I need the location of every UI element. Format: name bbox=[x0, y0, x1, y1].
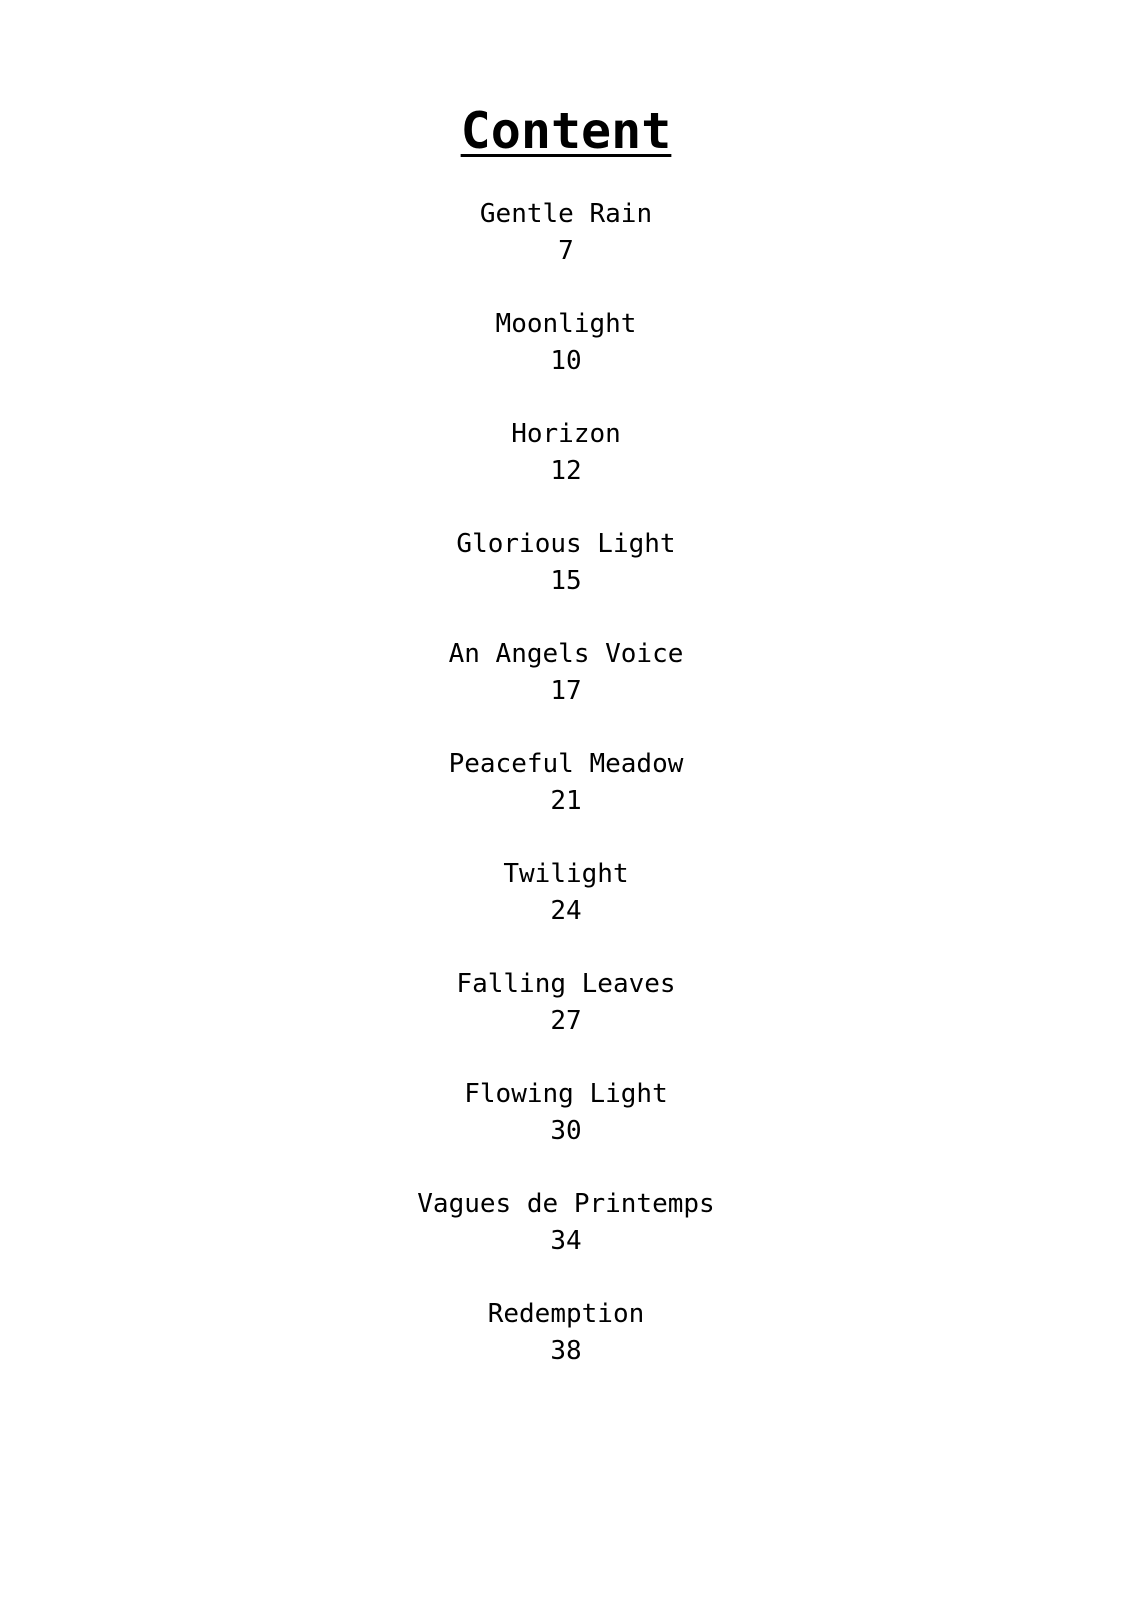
toc-entry-page-number: 17 bbox=[550, 675, 582, 706]
toc-entry bbox=[0, 526, 1132, 636]
toc-entry-page-number: 34 bbox=[550, 1225, 582, 1256]
toc-entry-page-number: 7 bbox=[558, 235, 574, 266]
toc-entry-page-number: 10 bbox=[550, 345, 582, 376]
toc-entry-title: Horizon bbox=[511, 419, 621, 449]
toc-entry-page-number: 12 bbox=[550, 455, 582, 486]
page-title: Content bbox=[460, 102, 672, 160]
toc-entry-title: Falling Leaves bbox=[456, 969, 676, 999]
toc-entry bbox=[0, 1296, 1132, 1406]
toc-entry-title: An Angels Voice bbox=[448, 639, 684, 669]
toc-entry-title: Flowing Light bbox=[464, 1079, 668, 1109]
toc-entry-page-number: 38 bbox=[550, 1335, 582, 1366]
toc-entry-title: Redemption bbox=[487, 1299, 645, 1329]
toc-entry bbox=[0, 966, 1132, 1076]
toc-entry-page-number: 15 bbox=[550, 565, 582, 596]
toc-entry-page-number: 27 bbox=[550, 1005, 582, 1036]
toc-entry bbox=[0, 196, 1132, 306]
toc-entry-title: Vagues de Printemps bbox=[417, 1189, 715, 1219]
toc-entry bbox=[0, 636, 1132, 746]
toc-entry-title: Gentle Rain bbox=[479, 199, 653, 229]
toc-entry-title: Moonlight bbox=[495, 309, 637, 339]
toc-entry-title: Glorious Light bbox=[456, 529, 676, 559]
toc-entry-page-number: 24 bbox=[550, 895, 582, 926]
toc-entry bbox=[0, 306, 1132, 416]
toc-entry bbox=[0, 746, 1132, 856]
toc-entry-page-number: 30 bbox=[550, 1115, 582, 1146]
toc-entry bbox=[0, 856, 1132, 966]
table-of-contents bbox=[0, 196, 1132, 1406]
toc-entry-title: Twilight bbox=[503, 859, 629, 889]
toc-entry bbox=[0, 1186, 1132, 1296]
toc-entry bbox=[0, 1076, 1132, 1186]
toc-entry bbox=[0, 416, 1132, 526]
toc-entry-title: Peaceful Meadow bbox=[448, 749, 684, 779]
toc-entry-page-number: 21 bbox=[550, 785, 582, 816]
